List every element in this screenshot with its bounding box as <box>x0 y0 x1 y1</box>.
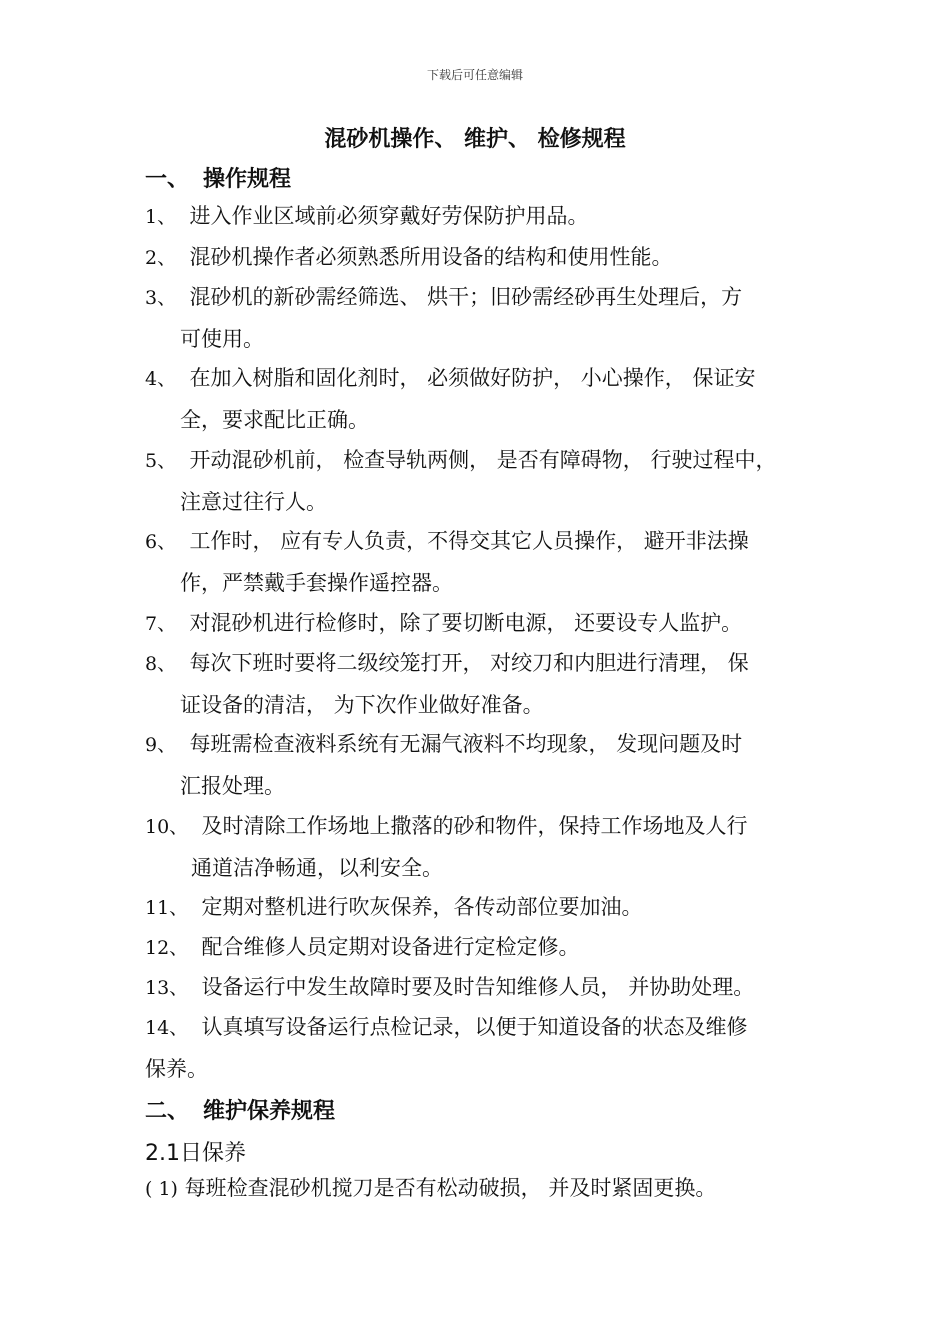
rule-number: 4、 <box>145 368 177 390</box>
section-label: 操作规程 <box>203 167 292 192</box>
rule-number: 8、 <box>145 653 177 675</box>
rule-number: 3、 <box>145 287 177 309</box>
rule-text: 定期对整机进行吹灰保养，各传动部位要加油。 <box>201 895 643 919</box>
rule-text: 在加入树脂和固化剂时， 必须做好防护， 小心操作， 保证安 <box>189 366 756 390</box>
rule-text: 每次下班时要将二级绞笼打开， 对绞刀和内胆进行清理， 保 <box>189 651 749 675</box>
rule-text: 对混砂机进行检修时，除了要切断电源， 还要设专人监护。 <box>189 611 743 635</box>
header-note: 下载后可任意编辑 <box>426 68 523 82</box>
rule-item-3 <box>145 277 810 360</box>
rule-number: 1、 <box>145 206 177 228</box>
rule-item-13 <box>145 967 810 1009</box>
rule-text-continued: 汇报处理。 <box>180 774 285 798</box>
rule-number: 14、 <box>145 1017 189 1039</box>
rule-item-7 <box>145 603 810 645</box>
section-number: 二、 <box>145 1099 190 1124</box>
rule-text: 混砂机操作者必须熟悉所用设备的结构和使用性能。 <box>189 245 673 269</box>
rule-item-8 <box>145 643 810 726</box>
section-heading-operation <box>145 162 291 193</box>
rule-text-continued: 保养。 <box>145 1057 208 1081</box>
rule-number: 11、 <box>145 897 189 919</box>
maintenance-item-1 <box>145 1168 810 1210</box>
rule-number: 10、 <box>145 816 189 838</box>
rule-number: 6、 <box>145 531 177 553</box>
rule-text-continued: 全，要求配比正确。 <box>180 408 369 432</box>
section-heading-maintenance <box>145 1094 335 1125</box>
rule-text-continued: 注意过往行人。 <box>180 490 327 514</box>
rule-text: 混砂机的新砂需经筛选、 烘干；旧砂需经砂再生处理后，方 <box>189 285 743 309</box>
rule-number: 9、 <box>145 734 177 756</box>
rule-text-continued: 证设备的清洁， 为下次作业做好准备。 <box>180 693 544 717</box>
rule-number: 5、 <box>145 450 177 472</box>
rule-item-14 <box>145 1007 810 1090</box>
rule-text-continued: 通道洁净畅通，以利安全。 <box>191 856 443 880</box>
rule-text: 设备运行中发生故障时要及时告知维修人员， 并协助处理。 <box>201 975 755 999</box>
rule-item-9 <box>145 724 810 807</box>
rule-item-1 <box>145 196 810 238</box>
rule-number: 13、 <box>145 977 189 999</box>
section-label: 维护保养规程 <box>203 1099 336 1124</box>
section-number: 一、 <box>145 167 190 192</box>
rule-text: 开动混砂机前， 检查导轨两侧， 是否有障碍物， 行驶过程中， <box>189 448 777 472</box>
rule-text: 认真填写设备运行点检记录，以便于知道设备的状态及维修 <box>201 1015 748 1039</box>
document-title: 混砂机操作、 维护、 检修规程 <box>324 127 626 152</box>
rule-text: 进入作业区域前必须穿戴好劳保防护用品。 <box>189 204 589 228</box>
rule-text: 及时清除工作场地上撒落的砂和物件，保持工作场地及人行 <box>201 814 748 838</box>
subsection-heading-daily: 2.1日保养 <box>145 1141 246 1166</box>
rule-item-5 <box>145 440 810 523</box>
rule-item-2 <box>145 237 810 279</box>
rule-number: 12、 <box>145 937 189 959</box>
rule-text: 每班需检查液料系统有无漏气液料不均现象， 发现问题及时 <box>189 732 743 756</box>
rule-item-6 <box>145 521 810 604</box>
rule-number: 2、 <box>145 247 177 269</box>
rule-text: 配合维修人员定期对设备进行定检定修。 <box>201 935 580 959</box>
rule-number: ( 1) <box>145 1178 178 1200</box>
rule-item-11 <box>145 887 810 929</box>
rule-text: 每班检查混砂机搅刀是否有松动破损， 并及时紧固更换。 <box>184 1176 717 1200</box>
rule-number: 7、 <box>145 613 177 635</box>
rule-item-12 <box>145 927 810 969</box>
rule-text-continued: 可使用。 <box>180 327 264 351</box>
rule-text-continued: 作，严禁戴手套操作遥控器。 <box>180 571 453 595</box>
rule-item-10 <box>145 806 810 889</box>
rule-text: 工作时， 应有专人负责，不得交其它人员操作， 避开非法操 <box>189 529 749 553</box>
rule-item-4 <box>145 358 810 441</box>
